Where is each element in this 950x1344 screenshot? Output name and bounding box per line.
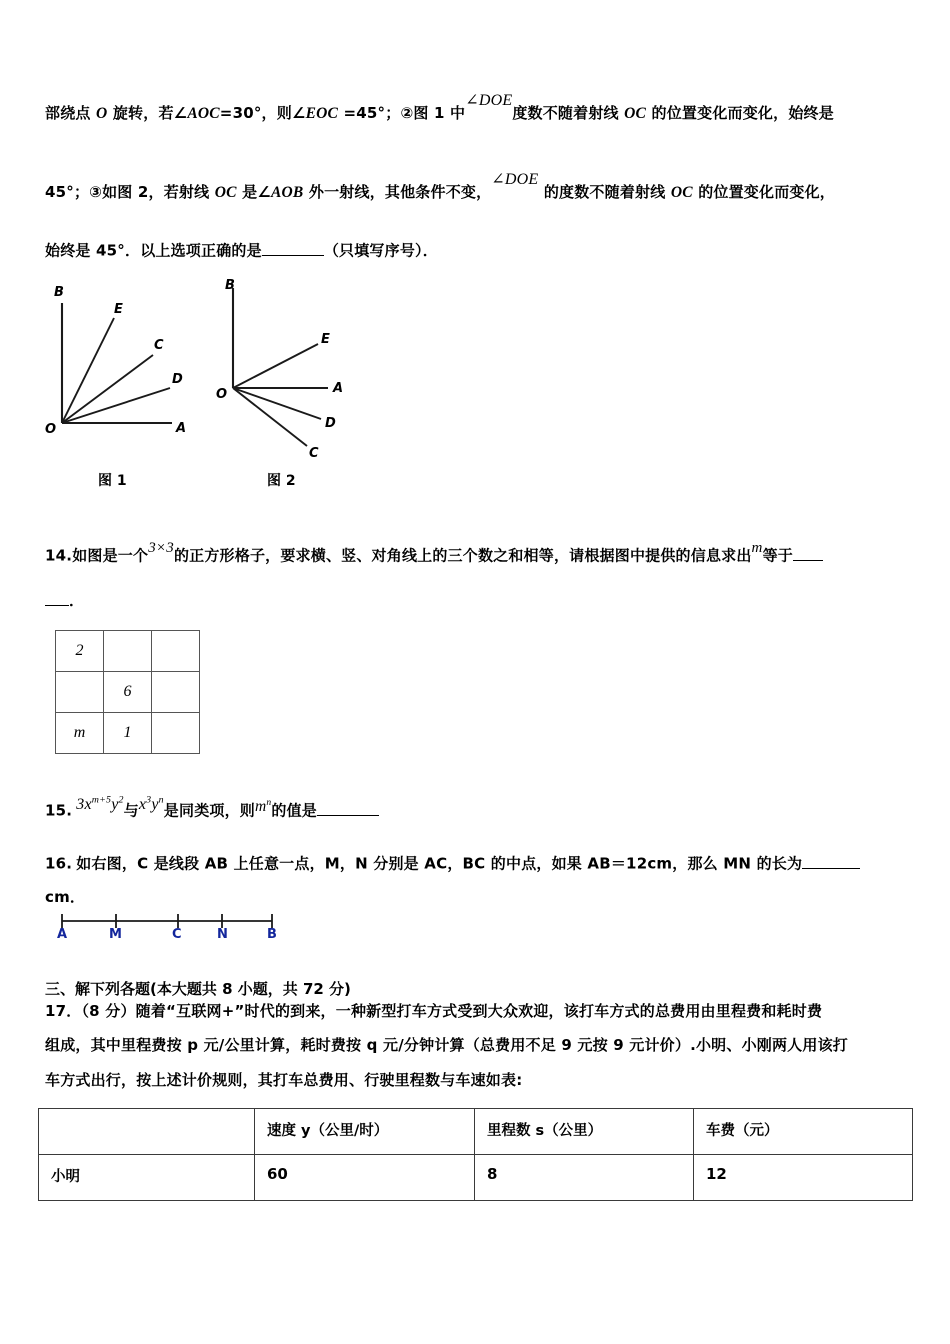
q13-angle-eoc: EOC xyxy=(305,105,339,122)
q16-line-1 xyxy=(45,853,860,872)
q17-number: 17． xyxy=(45,1002,82,1020)
q15-text-b: 的值是 xyxy=(271,801,318,820)
q13-angle-doe-1: ∠DOE xyxy=(465,92,513,109)
fig1-label-O: O xyxy=(45,422,57,437)
q14-answer-blank-cont[interactable] xyxy=(45,590,69,606)
fig1-label-B: B xyxy=(54,285,64,300)
magic-cell-r1c3 xyxy=(152,631,200,672)
q17-text-line-1: 随着“互联网+”时代的到来，一种新型打车方式受到大众欢迎，该打车方式的总费用由里程费和耗时费 xyxy=(135,1002,823,1020)
fig2-label-E: E xyxy=(321,332,330,347)
fare-row-speed: 60 xyxy=(255,1155,475,1201)
magic-cell-r2c3 xyxy=(152,672,200,713)
ray-oc-fig2 xyxy=(233,388,307,446)
q17-text-line-3: 车方式出行，按上述计价规则，其打车总费用、行驶里程数与车速如表: xyxy=(45,1071,523,1089)
figure-1-svg xyxy=(40,280,220,455)
q13-answer-blank[interactable] xyxy=(262,240,324,256)
q13-line1-part-b: 旋转，若∠ xyxy=(107,104,188,122)
magic-square-grid xyxy=(55,630,200,754)
q15-term1-y-exp: 2 xyxy=(118,794,124,806)
q13-line1-part-c: =30°，则∠ xyxy=(219,104,306,122)
q14-line-1 xyxy=(45,539,823,565)
magic-cell-r3c2: 1 xyxy=(104,713,152,754)
segment-label-M: M xyxy=(109,927,122,942)
q13-line2-part-d: 的度数不随着射线 xyxy=(538,183,671,201)
q14-answer-blank[interactable] xyxy=(793,545,823,561)
q16-text: 如右图，C 是线段 AB 上任意一点，M，N 分别是 AC，BC 的中点，如果 AB＝12cm，那么 MN 的长为 xyxy=(76,854,803,873)
magic-cell-r2c1 xyxy=(56,672,104,713)
segment-label-B: B xyxy=(267,927,277,942)
q16-number: 16. xyxy=(45,854,73,873)
fig2-label-B: B xyxy=(225,278,235,293)
ray-oe-fig1 xyxy=(62,318,114,423)
q15-term2-x: x xyxy=(138,795,147,813)
magic-cell-r2c2: 6 xyxy=(104,672,152,713)
q13-angle-aob: AOB xyxy=(270,184,304,201)
q17-line-1 xyxy=(45,1004,822,1020)
fig2-label-D: D xyxy=(325,416,336,431)
q16-answer-blank[interactable] xyxy=(802,853,860,869)
fig1-label-D: D xyxy=(172,372,183,387)
fare-header-fare: 车费（元） xyxy=(694,1109,913,1155)
table-row xyxy=(39,1155,913,1201)
q15-term2-x-exp: 3 xyxy=(146,794,152,806)
q17-text-line-2: 组成，其中里程费按 p 元/公里计算，耗时费按 q 元/分钟计算（总费用不足 9 元按 9 元计价）.小明、小刚两人用该打 xyxy=(45,1036,848,1054)
fig1-caption: 图 1 xyxy=(98,473,127,489)
fig2-label-O: O xyxy=(216,387,228,402)
q15-term2-y: y xyxy=(151,795,159,813)
q13-line-3 xyxy=(45,240,438,259)
q13-line-1 xyxy=(45,92,834,122)
magic-cell-r1c2 xyxy=(104,631,152,672)
q16-unit: cm． xyxy=(45,888,86,906)
q14-text-d: ． xyxy=(69,591,85,610)
q13-line2-part-c: 外一射线，其他条件不变， xyxy=(303,183,492,201)
q15-text-a: 是同类项，则 xyxy=(163,801,255,820)
q14-number: 14. xyxy=(45,546,73,565)
q13-line2-part-b: 是∠ xyxy=(236,183,271,201)
fare-header-speed: 速度 y（公里/时） xyxy=(255,1109,475,1155)
segment-diagram xyxy=(50,905,290,947)
fare-header-blank xyxy=(39,1109,255,1155)
q13-point-o: O xyxy=(96,105,108,122)
q13-ray-oc-2: OC xyxy=(214,184,237,201)
q13-line1-part-d: =45°；②图 1 中 xyxy=(338,104,466,122)
q17-line-2 xyxy=(45,1038,848,1054)
fig2-caption: 图 2 xyxy=(267,473,296,489)
q15-term1-x: x xyxy=(84,795,92,813)
fare-table-header-row xyxy=(39,1109,913,1155)
fig2-label-A: A xyxy=(333,381,344,396)
magic-square-row xyxy=(56,713,200,754)
magic-cell-r3c3 xyxy=(152,713,200,754)
q14-text-b: 的正方形格子，要求横、竖、对角线上的三个数之和相等，请根据图中提供的信息求出 xyxy=(173,546,752,565)
segment-label-A: A xyxy=(57,927,68,942)
q15-expr-exp-n: n xyxy=(266,796,272,808)
q13-ray-oc-3: OC xyxy=(670,184,693,201)
fare-row-name: 小明 xyxy=(39,1155,255,1201)
q13-ray-oc-1: OC xyxy=(624,105,647,122)
q15-answer-blank[interactable] xyxy=(317,800,379,816)
fig1-label-C: C xyxy=(154,338,164,353)
q15-term1-y: y xyxy=(111,795,119,813)
q15-line xyxy=(45,794,379,820)
q14-variable-m: m xyxy=(751,539,763,556)
figure-2 xyxy=(215,278,375,489)
q13-line3-tail: （只填写序号）． xyxy=(323,241,438,260)
ray-od-fig2 xyxy=(233,388,321,419)
fig1-label-E: E xyxy=(114,302,123,317)
fig1-label-A: A xyxy=(176,421,187,436)
q15-term1-coef: 3 xyxy=(76,795,85,813)
q15-number: 15. xyxy=(45,801,73,820)
q13-line2-part-a: 45°；③如图 2，若射线 xyxy=(45,183,215,201)
q17-line-3 xyxy=(45,1073,522,1089)
section-3-heading: 三、解下列各题(本大题共 8 小题，共 72 分) xyxy=(45,980,351,998)
q16-line-2 xyxy=(45,890,85,906)
magic-square-row xyxy=(56,672,200,713)
fare-row-distance: 8 xyxy=(475,1155,694,1201)
q14-grid-size: 3×3 xyxy=(148,539,174,556)
magic-cell-r3c1: m xyxy=(56,713,104,754)
q15-term2-y-exp: n xyxy=(158,794,164,806)
ray-oe-fig2 xyxy=(233,344,318,388)
segment-svg xyxy=(50,905,290,947)
q13-line1-part-e: 度数不随着射线 xyxy=(512,104,625,122)
q15-term1-x-exp: m+5 xyxy=(91,794,112,806)
segment-label-C: C xyxy=(172,927,182,942)
q15-mid-word: 与 xyxy=(123,801,139,820)
figure-1 xyxy=(40,280,220,489)
segment-label-N: N xyxy=(217,927,228,942)
fare-table xyxy=(38,1108,913,1201)
ray-oc-fig1 xyxy=(62,355,153,423)
q14-text-c: 等于 xyxy=(762,546,793,565)
fare-row-fare: 12 xyxy=(694,1155,913,1201)
q15-expr-m: m xyxy=(255,797,267,815)
magic-cell-r1c1: 2 xyxy=(56,631,104,672)
q17-score: （8 分） xyxy=(81,1002,136,1020)
q14-line-2 xyxy=(45,590,84,609)
q13-line3-text: 始终是 45°．以上选项正确的是 xyxy=(45,241,262,260)
magic-square-row xyxy=(56,631,200,672)
q13-angle-aoc: AOC xyxy=(187,105,220,122)
q13-angle-doe-2: ∠DOE xyxy=(491,171,539,188)
q13-line2-part-e: 的位置变化而变化， xyxy=(692,183,836,201)
q13-line1-part-f: 的位置变化而变化，始终是 xyxy=(646,104,834,122)
fig2-label-C: C xyxy=(309,446,319,461)
fare-header-distance: 里程数 s（公里） xyxy=(475,1109,694,1155)
q14-text-a: 如图是一个 xyxy=(72,546,149,565)
q13-line1-part-a: 部绕点 xyxy=(45,104,97,122)
q13-line-2 xyxy=(45,171,836,201)
ray-od-fig1 xyxy=(62,388,170,423)
figure-2-svg xyxy=(215,280,375,465)
